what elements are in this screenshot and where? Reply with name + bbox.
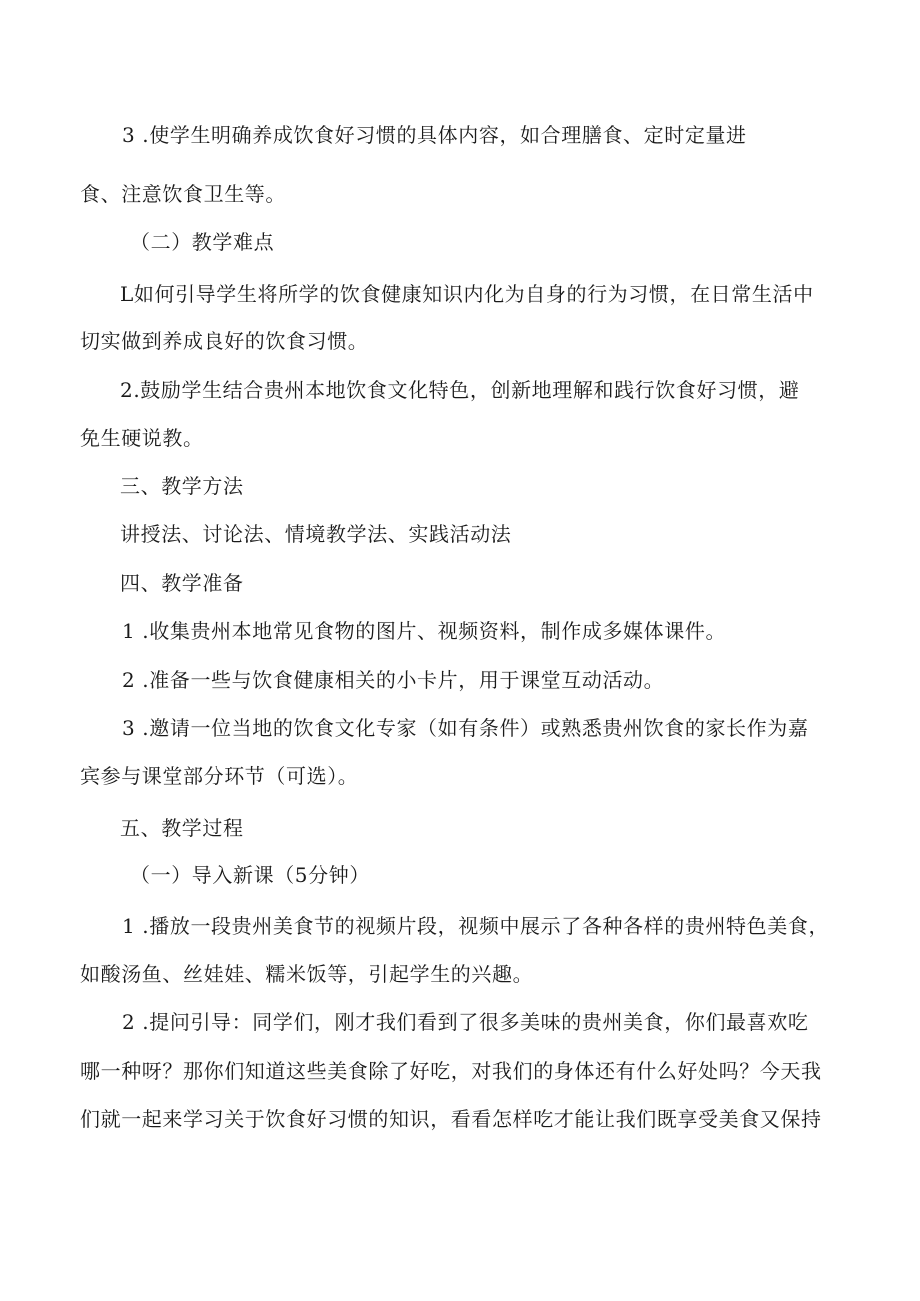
text-line: 2.鼓励学生结合贵州本地饮食文化特色，创新地理解和践行饮食好习惯，避 bbox=[120, 378, 800, 402]
text-line: 哪一种呀？那你们知道这些美食除了好吃，对我们的身体还有什么好处吗？今天我 bbox=[80, 1059, 822, 1083]
text-line: 免生硬说教。 bbox=[80, 426, 204, 450]
section-heading: （一）导入新课（5分钟） bbox=[130, 863, 370, 887]
section-heading: 四、教学准备 bbox=[120, 571, 244, 595]
text-line: L如何引导学生将所学的饮食健康知识内化为自身的行为习惯，在日常生活中 bbox=[120, 282, 814, 306]
section-heading: 三、教学方法 bbox=[120, 474, 244, 498]
text-line: 1 .收集贵州本地常见食物的图片、视频资料，制作成多媒体课件。 bbox=[122, 619, 727, 643]
text-line: 1 .播放一段贵州美食节的视频片段，视频中展示了各种各样的贵州特色美食， bbox=[122, 914, 830, 938]
text-line: 们就一起来学习关于饮食好习惯的知识，看看怎样吃才能让我们既享受美食又保持 bbox=[80, 1107, 822, 1131]
section-heading: 五、教学过程 bbox=[120, 816, 244, 840]
section-heading: （二）教学难点 bbox=[130, 230, 275, 254]
text-line: 3 .使学生明确养成饮食好习惯的具体内容，如合理膳食、定时定量进 bbox=[122, 123, 747, 147]
text-line: 宾参与课堂部分环节（可选）。 bbox=[80, 764, 359, 788]
text-line: 食、注意饮食卫生等。 bbox=[80, 182, 286, 206]
text-line: 3 .邀请一位当地的饮食文化专家（如有条件）或熟悉贵州饮食的家长作为嘉 bbox=[122, 716, 809, 740]
text-line: 如酸汤鱼、丝娃娃、糯米饭等，引起学生的兴趣。 bbox=[80, 962, 534, 986]
text-line: 2 .提问引导：同学们，刚才我们看到了很多美味的贵州美食，你们最喜欢吃 bbox=[122, 1010, 809, 1034]
text-line: 讲授法、讨论法、情境教学法、实践活动法 bbox=[120, 522, 512, 546]
text-line: 切实做到养成良好的饮食习惯。 bbox=[80, 329, 369, 353]
text-line: 2 .准备一些与饮食健康相关的小卡片，用于课堂互动活动。 bbox=[122, 668, 665, 692]
